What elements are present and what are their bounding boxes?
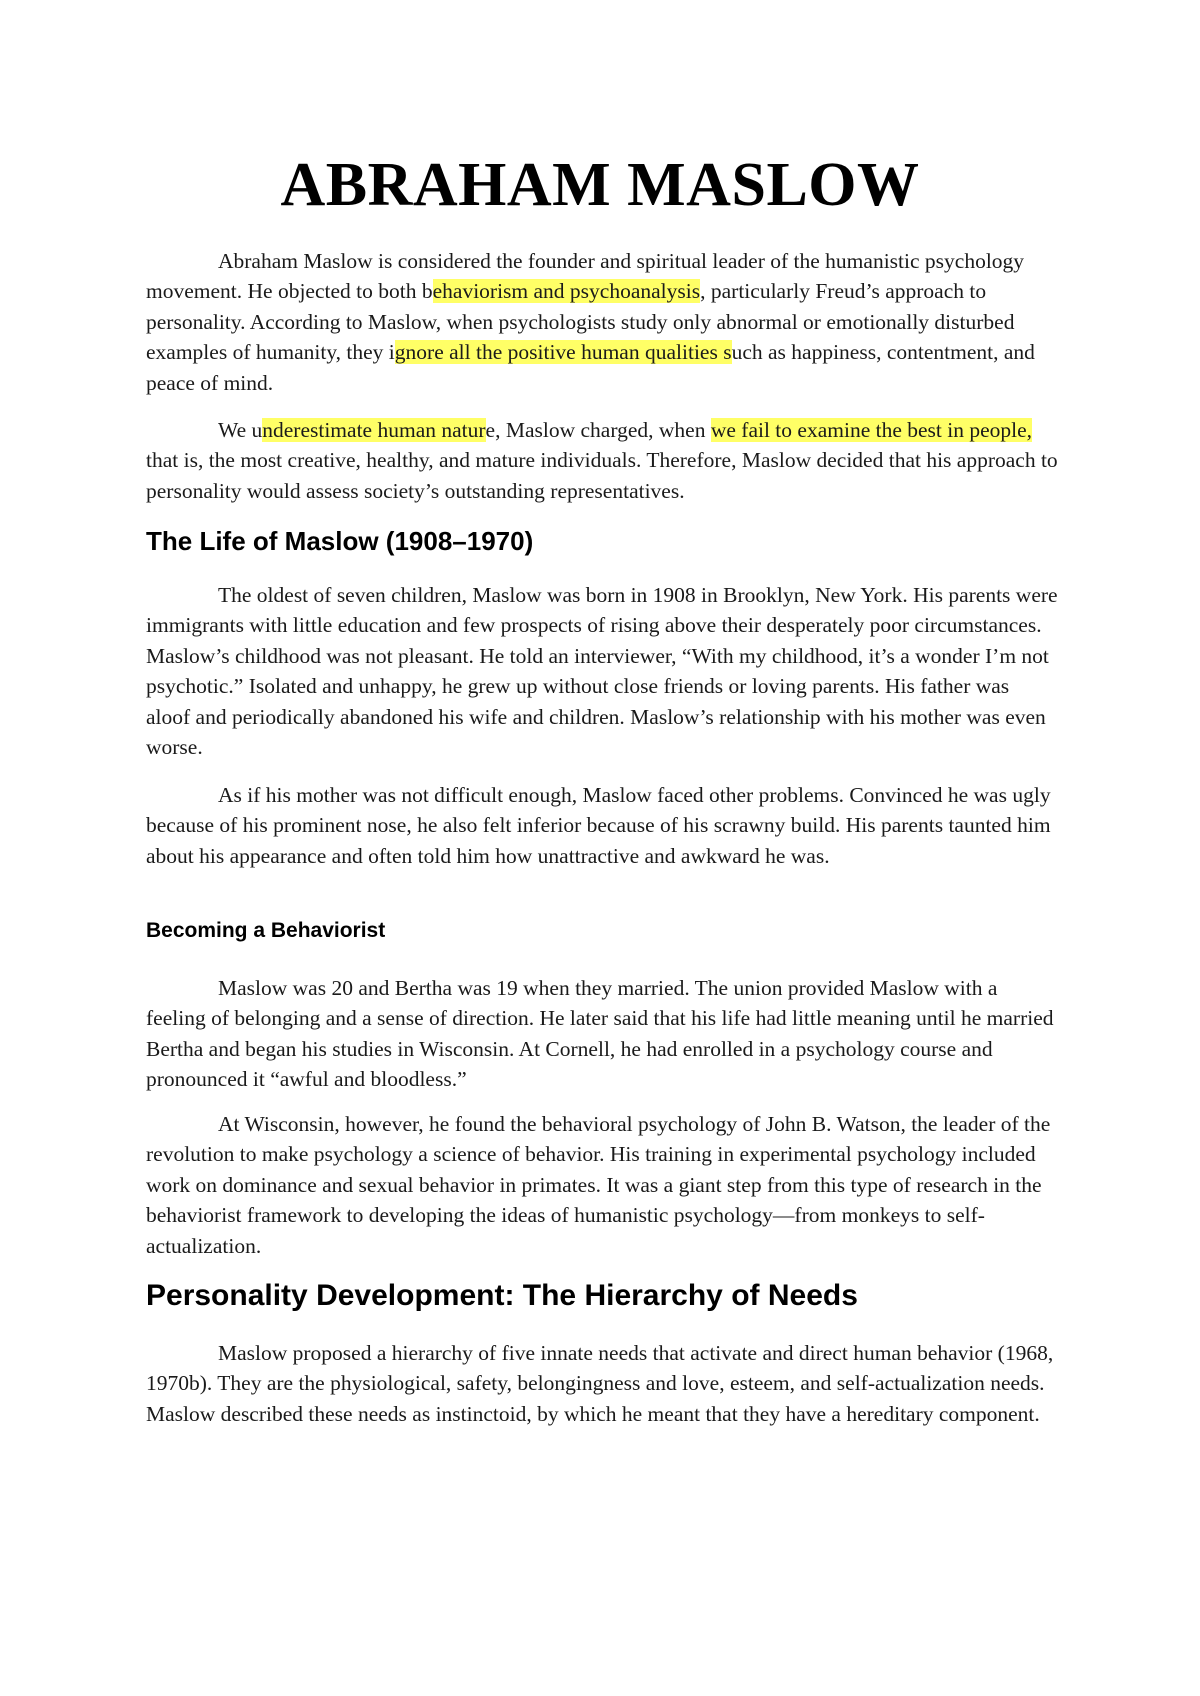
personality-paragraph-1: Maslow proposed a hierarchy of five innate needs that activate and direct human behavior (1968, 1970b). They are the physiological, safety, belongingness and love, esteem, and self-actualization needs. Maslow described these needs as instinctoid, by which he meant that they have a hereditary component. bbox=[146, 1341, 1054, 1426]
highlighted-text: gnore all the positive human qualities s bbox=[394, 340, 732, 365]
section-heading-personality: Personality Development: The Hierarchy of Needs bbox=[146, 1279, 858, 1312]
text-run: e, Maslow charged, when bbox=[485, 418, 711, 442]
life-paragraph-1: The oldest of seven children, Maslow was born in 1908 in Brooklyn, New York. His parents were immigrants with little education and few prospects of rising above their desperately poor circumstances. Maslow’s childhood was not pleasant. He told an interviewer, “With my childhood, it’s a wonder I’m not psychotic.” Isolated and unhappy, he grew up without close friends or loving parents. His father was aloof and periodically abandoned his wife and children. Maslow’s relationship with his mother was even worse. bbox=[146, 583, 1058, 760]
highlighted-text: ehaviorism and psychoanalysis bbox=[432, 279, 701, 304]
text-run: Abraham Maslow is considered the founder and spiritual leader of the humanistic psychology movement. He objected to both b bbox=[146, 249, 1025, 304]
section-heading-life: The Life of Maslow (1908–1970) bbox=[146, 526, 534, 556]
text-run: uch as happiness, contentment, and peace of mind. bbox=[146, 340, 1035, 395]
intro-paragraph-1 bbox=[146, 246, 1058, 398]
life-paragraph-2: As if his mother was not difficult enough, Maslow faced other problems. Convinced he was ugly because of his prominent nose, he also felt inferior because of his scrawny build. His parents taunted him about his appearance and often told him how unattractive and awkward he was. bbox=[146, 783, 1051, 868]
text-run: , particularly Freud’s approach to personality. According to Maslow, when psychologists study only abnormal or emotionally disturbed examples of humanity, they i bbox=[146, 279, 1015, 365]
highlighted-text: nderestimate human natur bbox=[262, 418, 486, 442]
highlighted-text: we fail to examine the best in people, bbox=[710, 418, 1033, 442]
behaviorist-paragraph-1: Maslow was 20 and Bertha was 19 when they married. The union provided Maslow with a feeling of belonging and a sense of direction. He later said that his life had little meaning until he married Bertha and began his studies in Wisconsin. At Cornell, he had enrolled in a psychology course and pronounced it “awful and bloodless.” bbox=[146, 976, 1054, 1092]
text-run: We u bbox=[218, 418, 263, 442]
text-run: that is, the most creative, healthy, and mature individuals. Therefore, Maslow decided that his approach to personality would assess society’s outstanding representatives. bbox=[146, 448, 1058, 503]
document-title: ABRAHAM MASLOW bbox=[280, 151, 920, 219]
behaviorist-paragraph-2: At Wisconsin, however, he found the behavioral psychology of John B. Watson, the leader of the revolution to make psychology a science of behavior. His training in experimental psychology included work on dominance and sexual behavior in primates. It was a giant step from this type of research in the behaviorist framework to developing the ideas of humanistic psychology—from monkeys to self-actualization. bbox=[146, 1112, 1051, 1258]
subsection-heading-behaviorist: Becoming a Behaviorist bbox=[146, 919, 386, 942]
intro-paragraph-2 bbox=[146, 415, 1058, 506]
